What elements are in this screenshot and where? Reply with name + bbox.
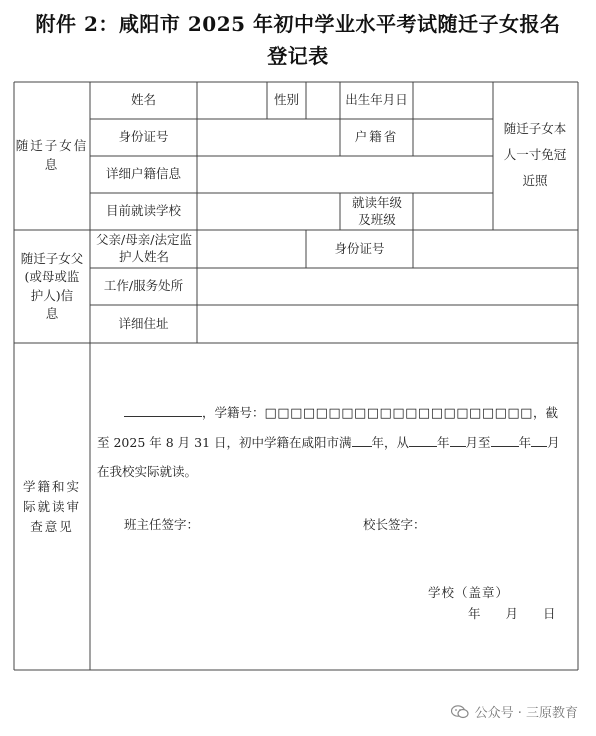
address-label: 详细住址: [118, 315, 169, 331]
parent-section-label: 随迁子女父(或母或监护人)信 息: [20, 251, 86, 321]
hukou-detail-label: 详细户籍信息: [105, 166, 181, 182]
gender-label: 性别: [273, 92, 299, 108]
current-school-label: 目前就读学校: [105, 203, 181, 219]
to-month-text: 月: [547, 435, 560, 450]
birth-label: 出生年月日: [345, 92, 408, 108]
parent-name-field[interactable]: [197, 230, 306, 268]
parent-id-field[interactable]: [413, 230, 578, 268]
id-number-field[interactable]: [197, 119, 340, 156]
grade-class-field[interactable]: [413, 193, 493, 230]
workplace-field[interactable]: [197, 268, 578, 305]
review-line-2: [97, 433, 560, 451]
from-year-text: 年: [437, 435, 450, 450]
wechat-icon: [451, 705, 469, 719]
years-blank[interactable]: [352, 434, 372, 447]
gender-field[interactable]: [306, 82, 340, 119]
student-id-boxes[interactable]: □□□□□□□□□□□□□□□□□□□□□: [264, 406, 533, 421]
birth-field[interactable]: [413, 82, 493, 119]
hukou-province-label: 户籍省: [354, 129, 399, 145]
principal-sign[interactable]: 校长签字：: [363, 517, 426, 532]
class-teacher-sign[interactable]: 班主任签字：: [124, 517, 200, 532]
photo-placeholder[interactable]: 随迁子女本人一寸免冠近照: [503, 120, 567, 189]
student-name-blank[interactable]: [124, 404, 202, 417]
student-id-prefix: ，学籍号：: [202, 405, 265, 420]
review-line-3: 在我校实际就读。: [97, 464, 198, 479]
to-year-blank[interactable]: [491, 434, 519, 447]
grade-class-label: 就读年级及班级: [351, 194, 402, 227]
seal-date: 年 月 日: [468, 606, 556, 621]
review-section-label: 学籍和实际就读审查意见: [22, 478, 81, 534]
review-line-1: [124, 403, 558, 421]
id-number-label: 身份证号: [118, 129, 169, 145]
parent-id-label: 身份证号: [334, 240, 385, 256]
line1-end: ，截: [532, 405, 558, 420]
name-label: 姓名: [130, 92, 156, 108]
name-field[interactable]: [197, 82, 267, 119]
deadline-text: 至 2025 年 8 月 31 日，初中学籍在咸阳市满: [97, 435, 352, 450]
hukou-detail-field[interactable]: [197, 156, 493, 193]
hukou-province-field[interactable]: [413, 119, 493, 156]
from-month-text: 月至: [465, 435, 491, 450]
address-field[interactable]: [197, 305, 578, 343]
workplace-label: 工作/服务处所: [103, 278, 184, 294]
document-title-line2: 登记表: [267, 44, 329, 68]
to-month-blank[interactable]: [531, 434, 547, 447]
current-school-field[interactable]: [197, 193, 340, 230]
years-from-text: 年，从: [371, 435, 410, 450]
watermark-text: 公众号 · 三原教育: [474, 706, 578, 721]
student-section-label: 随迁子女信 息: [15, 138, 103, 172]
watermark: [451, 702, 578, 721]
document-title: 附件 2：咸阳市 2025 年初中学业水平考试随迁子女报名: [35, 12, 561, 36]
school-seal: 学校（盖章）: [428, 585, 510, 600]
from-year-blank[interactable]: [409, 434, 437, 447]
from-month-blank[interactable]: [450, 434, 466, 447]
to-year-text: 年: [518, 435, 532, 450]
parent-name-label: 父亲/母亲/法定监护人姓名: [96, 232, 192, 264]
